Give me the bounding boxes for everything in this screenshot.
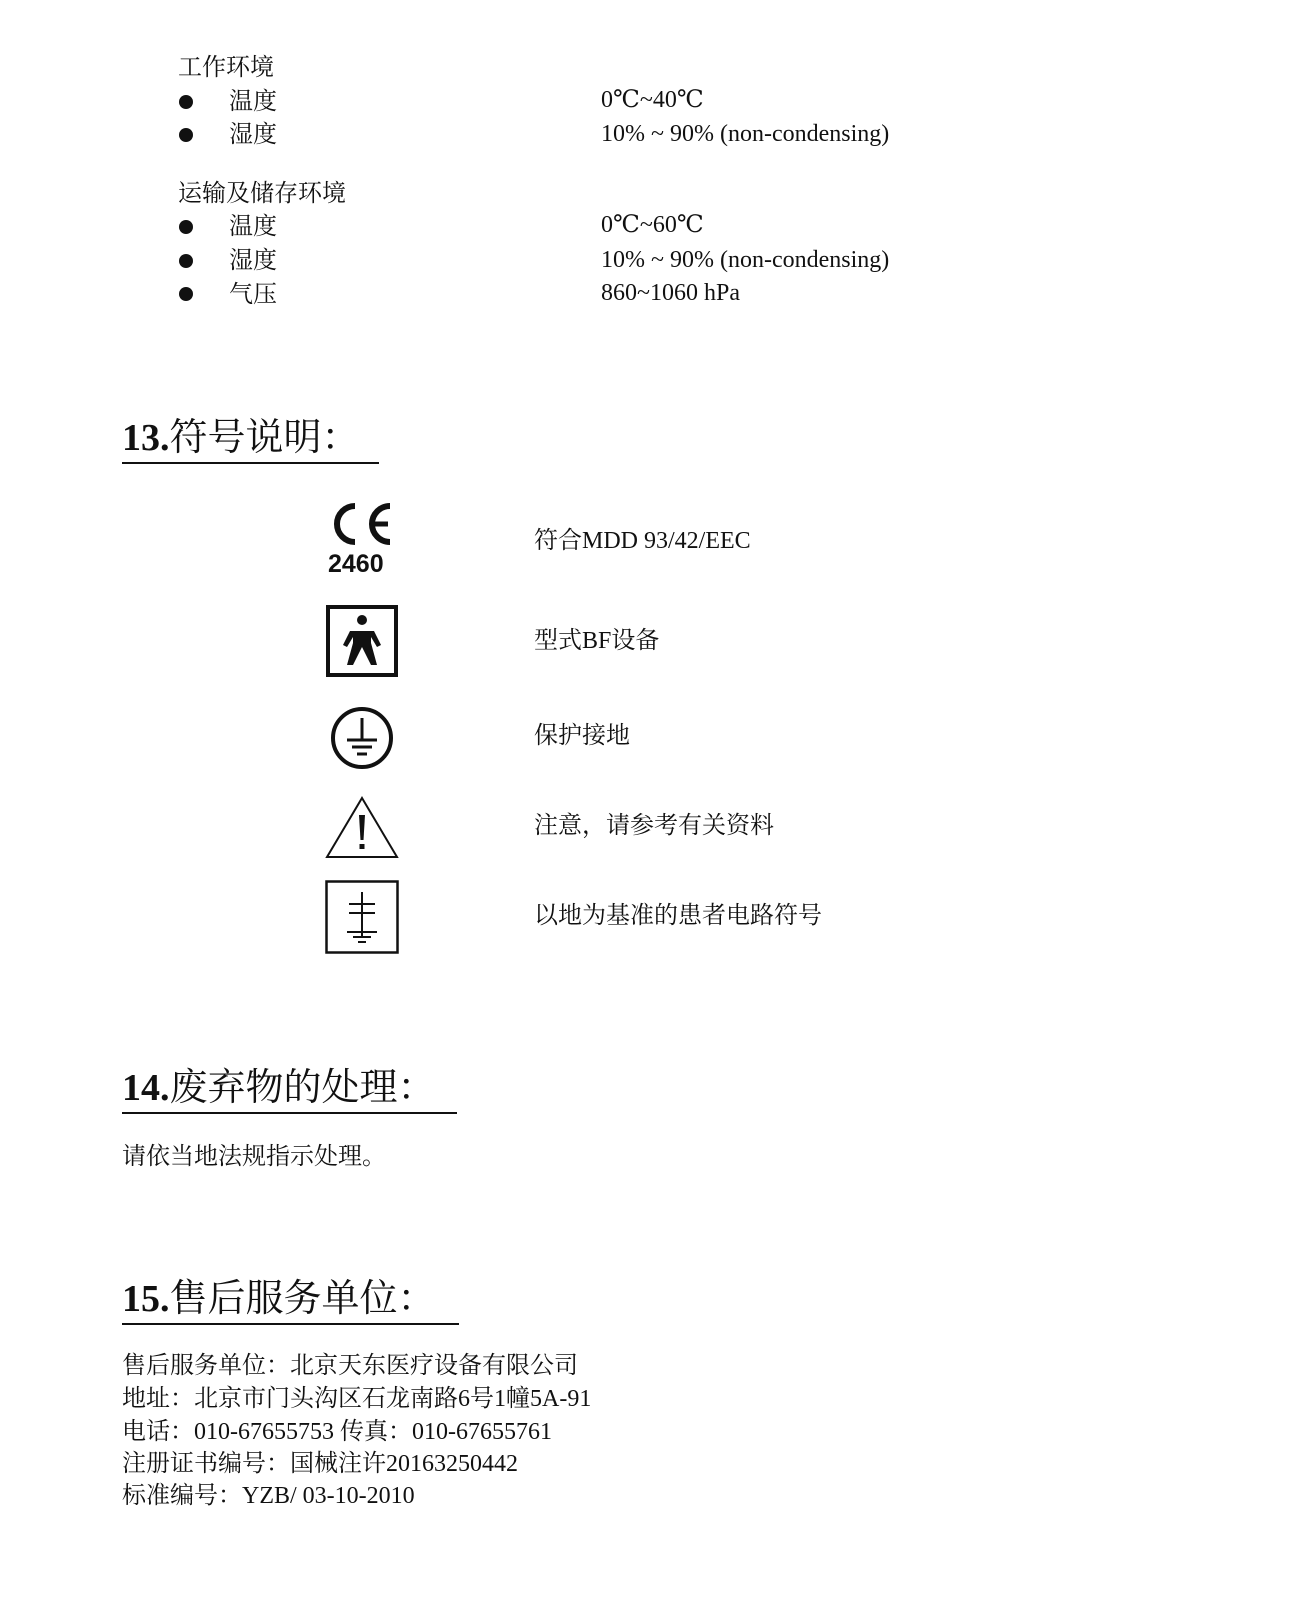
section-15-number: 15. (122, 1278, 170, 1320)
storage-pressure-label: 气压 (229, 282, 277, 308)
storage-temp-label: 温度 (229, 214, 277, 240)
bullet-icon (179, 287, 193, 301)
storage-humidity-value: 10% ~ 90% (non-condensing) (601, 247, 890, 273)
warning-triangle-icon (325, 795, 399, 859)
bullet-icon (179, 95, 193, 109)
standard-number-line: 标准编号：YZB/ 03-10-2010 (122, 1483, 415, 1509)
bullet-icon (179, 128, 193, 142)
operating-humidity-label: 湿度 (229, 122, 277, 148)
section-13-heading (122, 416, 379, 464)
warning-description: 注意，请参考有关资料 (534, 813, 774, 839)
service-company-line: 售后服务单位：北京天东医疗设备有限公司 (122, 1353, 578, 1379)
section-15-heading (122, 1277, 459, 1325)
waste-disposal-text: 请依当地法规指示处理。 (122, 1144, 386, 1170)
ce-mark-icon (326, 500, 398, 580)
earth-referenced-circuit-description: 以地为基准的患者电路符号 (534, 903, 822, 929)
ce-notified-body-number: 2460 (328, 550, 384, 578)
storage-humidity-label: 湿度 (229, 248, 277, 274)
protective-earth-description: 保护接地 (534, 723, 630, 749)
storage-env-title: 运输及储存环境 (178, 181, 346, 207)
ce-mark-description (534, 526, 751, 556)
bullet-icon (179, 220, 193, 234)
service-phone-fax-line: 电话：010-67655753 传真：010-67655761 (122, 1419, 552, 1445)
service-address-line: 地址：北京市门头沟区石龙南路6号1幢5A-91 (122, 1386, 592, 1412)
operating-temp-value: 0℃~40℃ (601, 87, 704, 113)
registration-number-line: 注册证书编号：国械注许20163250442 (122, 1451, 518, 1477)
storage-temp-value: 0℃~60℃ (601, 212, 704, 238)
operating-env-title: 工作环境 (178, 55, 274, 81)
operating-temp-label: 温度 (229, 89, 277, 115)
section-13-number: 13. (122, 417, 170, 459)
storage-pressure-value: 860~1060 hPa (601, 280, 740, 306)
section-14-number: 14. (122, 1067, 170, 1109)
operating-humidity-value: 10% ~ 90% (non-condensing) (601, 121, 890, 147)
section-14-title: 废弃物的处理： (169, 1067, 436, 1109)
bf-type-icon (326, 605, 398, 677)
earth-referenced-circuit-icon (325, 880, 399, 954)
bullet-icon (179, 254, 193, 268)
section-13-title: 符号说明： (169, 417, 360, 459)
section-14-heading (122, 1066, 457, 1114)
ce-mark-desc-text: 符合MDD 93/42/EEC (534, 528, 751, 554)
bf-type-description: 型式BF设备 (534, 628, 660, 654)
protective-earth-icon (330, 706, 394, 770)
section-15-title: 售后服务单位： (169, 1278, 436, 1320)
